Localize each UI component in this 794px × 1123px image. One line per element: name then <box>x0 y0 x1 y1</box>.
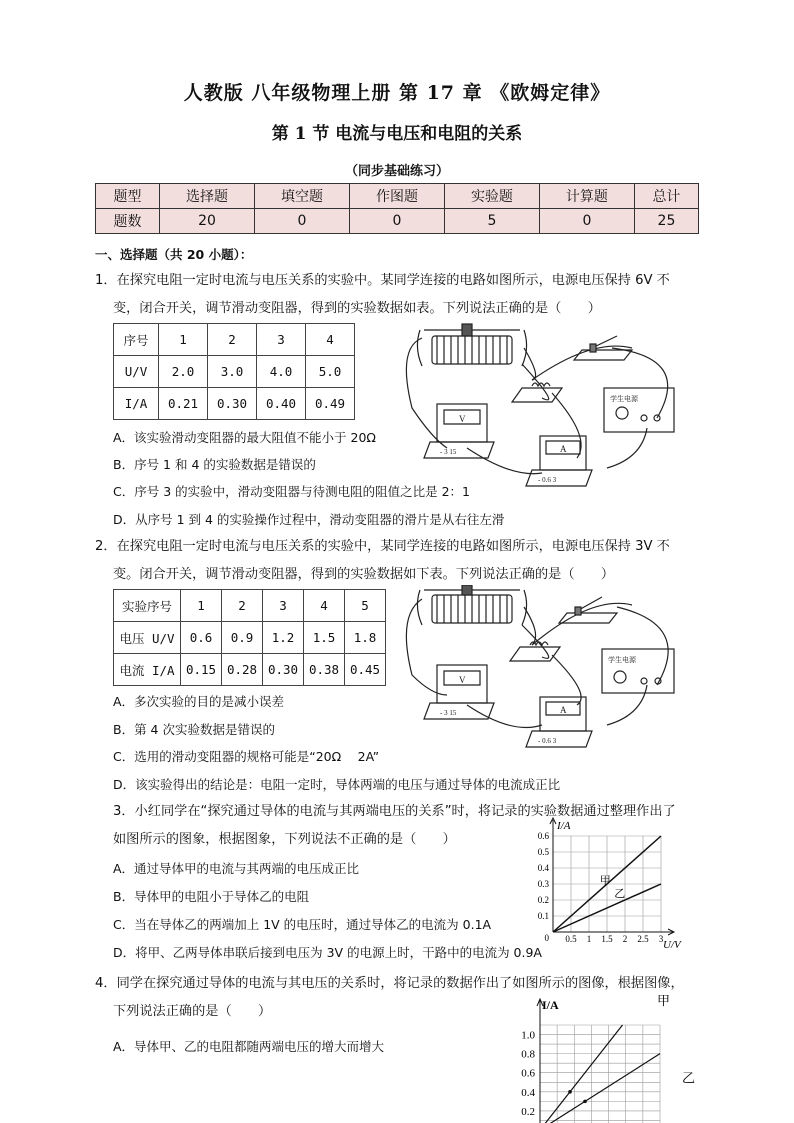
x-tick-label: 2.5 <box>637 934 649 944</box>
table-cell: 2 <box>208 324 257 356</box>
voltmeter-label: V <box>459 414 466 424</box>
table-cell: 0 <box>255 209 350 234</box>
question-1-text: 1．在探究电阻一定时电流与电压关系的实验中。某同学连接的电路如图所示，电源电压保持 6V 不 <box>95 273 670 288</box>
origin-label: 0 <box>544 933 549 943</box>
question-4-text: 下列说法正确的是（ ） <box>113 1004 272 1019</box>
y-tick-label: 0.8 <box>521 1048 535 1061</box>
question-1-circuit-figure <box>392 318 697 498</box>
table-cell: 题数 <box>96 209 160 234</box>
question-2-text: 2．在探究电阻一定时电流与电压关系的实验中，某同学连接的电路如图所示，电源电压保持 3V 不 <box>95 539 670 554</box>
section-title: 第 1 节 电流与电压和电阻的关系 <box>271 124 523 144</box>
series-line-jia <box>540 1025 623 1123</box>
question-4-text: 4．同学在探究通过导体的电流与其电压的关系时，将记录的数据作出了如图所示的图像，根据图像， <box>95 976 684 991</box>
section-heading: 一、选择题（共 20 小题）： <box>95 247 253 262</box>
y-tick-label: 0.1 <box>537 911 549 921</box>
table-row <box>114 654 386 686</box>
question-4-iu-chart <box>505 995 695 1123</box>
y-tick-label: 0.6 <box>521 1067 535 1080</box>
y-tick-label: 0.4 <box>521 1086 535 1099</box>
table-cell: 0.30 <box>263 654 304 686</box>
table-cell: 5.0 <box>306 356 355 388</box>
table-cell: 4.0 <box>257 356 306 388</box>
x-tick-label: 3 <box>658 934 664 944</box>
table-cell: 0.38 <box>304 654 345 686</box>
y-tick-label: 1.0 <box>521 1029 535 1042</box>
table-row <box>114 622 386 654</box>
table-cell: 1 <box>181 590 222 622</box>
table-cell: 4 <box>304 590 345 622</box>
question-3-iu-chart <box>528 815 693 950</box>
y-axis-label: I/A <box>542 998 559 1012</box>
table-cell: 填空题 <box>255 184 350 209</box>
y-tick-label: 0.2 <box>537 895 549 905</box>
table-cell: 0 <box>539 209 634 234</box>
table-cell: 0 <box>349 209 444 234</box>
question-3-text: 如图所示的图象，根据图象，下列说法不正确的是（ ） <box>113 832 456 847</box>
question-3-option-c: C．当在导体乙的两端加上 1V 的电压时，通过导体乙的电流为 0.1A <box>113 917 492 932</box>
table-cell: 0.21 <box>159 388 208 420</box>
table-row <box>96 209 699 234</box>
x-tick-label: 0.5 <box>565 934 577 944</box>
table-cell: 1 <box>159 324 208 356</box>
question-2-option-a: A．多次实验的目的是减小误差 <box>113 694 285 709</box>
table-cell: 0.15 <box>181 654 222 686</box>
page-title: 人教版 八年级物理上册 第 17 章 《欧姆定律》 <box>183 82 611 104</box>
y-tick-label: 0.2 <box>521 1105 535 1118</box>
y-tick-label: 0.5 <box>537 847 549 857</box>
x-tick-label: 2 <box>622 934 628 944</box>
table-cell: 5 <box>345 590 386 622</box>
voltmeter-label: V <box>459 675 466 685</box>
page-subtitle: （同步基础练习） <box>344 164 449 179</box>
voltmeter-terminals: - 3 15 <box>440 448 457 456</box>
x-tick-label: 1 <box>586 934 592 944</box>
y-tick-label: 0.3 <box>537 879 549 889</box>
table-cell: 0.30 <box>208 388 257 420</box>
question-4-option-a: A．导体甲、乙的电阻都随两端电压的增大而增大 <box>113 1039 385 1054</box>
table-cell: 1.5 <box>304 622 345 654</box>
question-2-option-b: B．第 4 次实验数据是错误的 <box>113 722 275 737</box>
question-2-option-d: D．该实验得出的结论是：电阻一定时，导体两端的电压与通过导体的电流成正比 <box>113 777 561 792</box>
question-1-text: 变，闭合开关，调节滑动变阻器，得到的实验数据如表。下列说法正确的是（ ） <box>113 301 601 316</box>
y-axis-label: I/A <box>557 820 571 832</box>
table-cell: 2 <box>222 590 263 622</box>
table-cell: 选择题 <box>160 184 255 209</box>
power-supply-label: 学生电源 <box>610 395 638 403</box>
table-cell: 0.45 <box>345 654 386 686</box>
power-supply-label: 学生电源 <box>608 656 636 664</box>
table-cell: I/A <box>114 388 159 420</box>
table-cell: 0.9 <box>222 622 263 654</box>
table-row <box>114 388 355 420</box>
table-cell: 1.8 <box>345 622 386 654</box>
table-cell: 0.49 <box>306 388 355 420</box>
ammeter-label: A <box>560 705 567 715</box>
series-label: 甲 <box>599 875 611 887</box>
table-cell: 4 <box>306 324 355 356</box>
table-cell: 5 <box>444 209 539 234</box>
table-row <box>114 590 386 622</box>
question-3-option-a: A．通过导体甲的电流与其两端的电压成正比 <box>113 861 360 876</box>
table-row <box>114 324 355 356</box>
voltmeter-terminals: - 3 15 <box>440 709 457 717</box>
x-tick-label: 1.5 <box>601 934 613 944</box>
table-cell: 2.0 <box>159 356 208 388</box>
question-2-option-c: C．选用的滑动变阻器的规格可能是“20Ω 2A” <box>113 749 380 764</box>
table-cell: 实验题 <box>444 184 539 209</box>
ammeter-label: A <box>560 444 567 454</box>
table-cell: 0.28 <box>222 654 263 686</box>
ammeter-terminals: - 0.6 3 <box>538 737 557 745</box>
table-cell: 作图题 <box>349 184 444 209</box>
question-2-text: 变。闭合开关，调节滑动变阻器，得到的实验数据如下表。下列说法正确的是（ ） <box>113 567 615 582</box>
question-3-text: 3．小红同学在“探究通过导体的电流与其两端电压的关系”时，将记录的实验数据通过整理作出了 <box>113 804 676 819</box>
question-3-option-d: D．将甲、乙两导体串联后接到电压为 3V 的电源上时，干路中的电流为 0.9A <box>113 945 542 960</box>
question-2-circuit-figure <box>392 585 697 765</box>
table-cell: 题型 <box>96 184 160 209</box>
x-axis-label: U/V <box>663 939 681 950</box>
table-row <box>96 184 699 209</box>
table-cell: 电压 U/V <box>114 622 181 654</box>
table-cell: 实验序号 <box>114 590 181 622</box>
table-cell: 3 <box>263 590 304 622</box>
table-cell: 3.0 <box>208 356 257 388</box>
table-cell: 0.40 <box>257 388 306 420</box>
table-cell: 0.6 <box>181 622 222 654</box>
question-1-option-c: C．序号 3 的实验中，滑动变阻器与待测电阻的阻值之比是 2：1 <box>113 484 471 499</box>
question-1-option-d: D．从序号 1 到 4 的实验操作过程中，滑动变阻器的滑片是从右往左滑 <box>113 512 505 527</box>
table-cell: 计算题 <box>539 184 634 209</box>
data-point <box>583 1100 587 1104</box>
y-tick-label: 0.6 <box>537 831 549 841</box>
series-label: 乙 <box>682 1070 695 1086</box>
question-2-data-table <box>113 589 386 686</box>
question-1-option-a: A．该实验滑动变阻器的最大阻值不能小于 20Ω <box>113 430 376 445</box>
table-cell: 25 <box>634 209 698 234</box>
table-cell: 3 <box>257 324 306 356</box>
question-1-data-table <box>113 323 355 420</box>
y-tick-label: 0.4 <box>537 863 549 873</box>
table-cell: 总计 <box>634 184 698 209</box>
series-label: 甲 <box>657 995 671 1008</box>
question-1-option-b: B．序号 1 和 4 的实验数据是错误的 <box>113 457 316 472</box>
table-cell: U/V <box>114 356 159 388</box>
table-cell: 电流 I/A <box>114 654 181 686</box>
series-label: 乙 <box>614 887 626 900</box>
series-line-yi <box>540 1054 660 1123</box>
table-row <box>114 356 355 388</box>
question-3-option-b: B．导体甲的电阻小于导体乙的电阻 <box>113 889 310 904</box>
question-summary-table <box>95 183 699 234</box>
table-cell: 20 <box>160 209 255 234</box>
table-cell: 1.2 <box>263 622 304 654</box>
ammeter-terminals: - 0.6 3 <box>538 476 557 484</box>
data-point <box>568 1090 572 1094</box>
table-cell: 序号 <box>114 324 159 356</box>
